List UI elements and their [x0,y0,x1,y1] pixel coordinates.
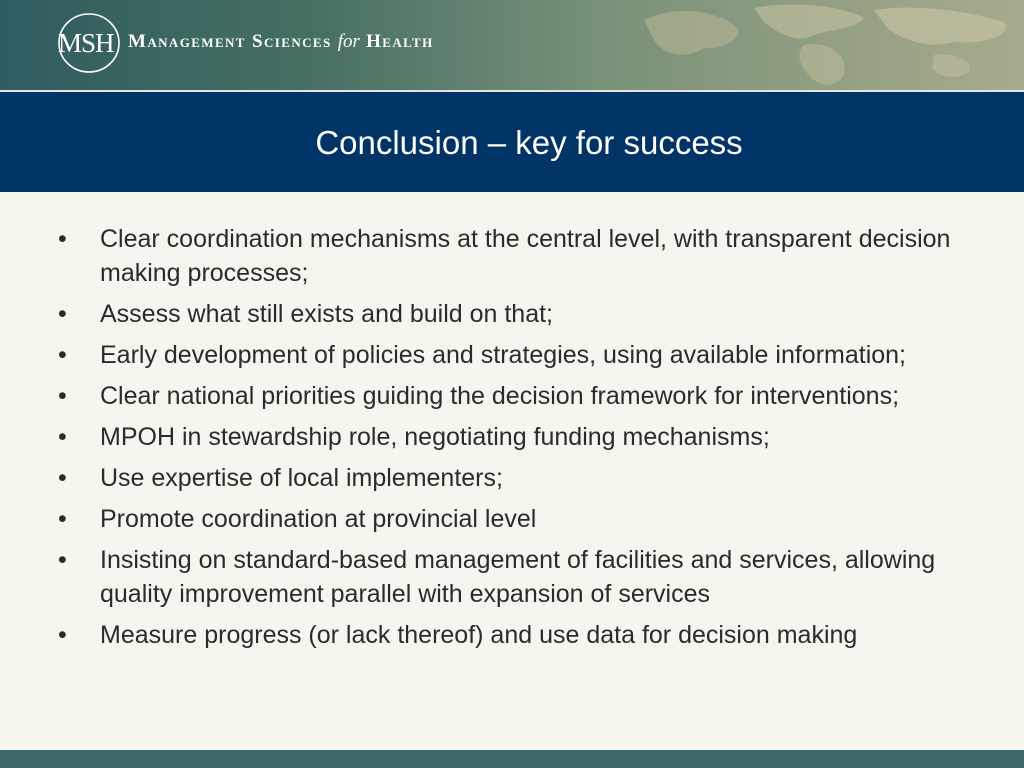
org-name-part1: Management Sciences [128,31,332,52]
bullet-text: MPOH in stewardship role, negotiating funding mechanisms; [100,423,770,451]
world-map-graphic [604,0,1024,90]
bullet-dot: • [58,621,67,649]
bullet-item [58,543,968,611]
bullet-item [58,420,968,454]
bullet-item [58,502,968,536]
org-name-for: for [337,31,360,52]
bullet-text: Assess what still exists and build on that; [100,300,554,328]
org-name-part2: Health [366,31,434,52]
bullet-text: Measure progress (or lack thereof) and use data for decision making [100,621,858,649]
organization-name [128,31,434,53]
bullet-text: Early development of policies and strategies, using available information; [100,341,907,369]
bullet-dot: • [58,423,67,451]
bullet-item [58,338,968,372]
bullet-list [58,222,968,659]
bullet-dot: • [58,341,67,369]
bullet-item [58,222,968,290]
logo-text: MSH [58,28,114,58]
bullet-text: Use expertise of local implementers; [100,464,503,492]
bullet-text: Promote coordination at provincial level [100,505,537,533]
bullet-dot: • [58,225,67,253]
bullet-dot: • [58,382,67,410]
bullet-text: Clear coordination mechanisms at the central level, with transparent decision making processes; [100,225,951,287]
bullet-item [58,461,968,495]
footer-bar [0,750,1024,768]
header-banner [0,0,1024,90]
bullet-dot: • [58,505,67,533]
bullet-item [58,379,968,413]
bullet-item [58,297,968,331]
bullet-text: Insisting on standard-based management of facilities and services, allowing quality improvement parallel with expansion of services [100,546,936,608]
bullet-dot: • [58,300,67,328]
slide-title: Conclusion – key for success [315,124,743,161]
bullet-text: Clear national priorities guiding the decision framework for interventions; [100,382,900,410]
bullet-dot: • [58,546,67,574]
bullet-item [58,618,968,652]
bullet-dot: • [58,464,67,492]
